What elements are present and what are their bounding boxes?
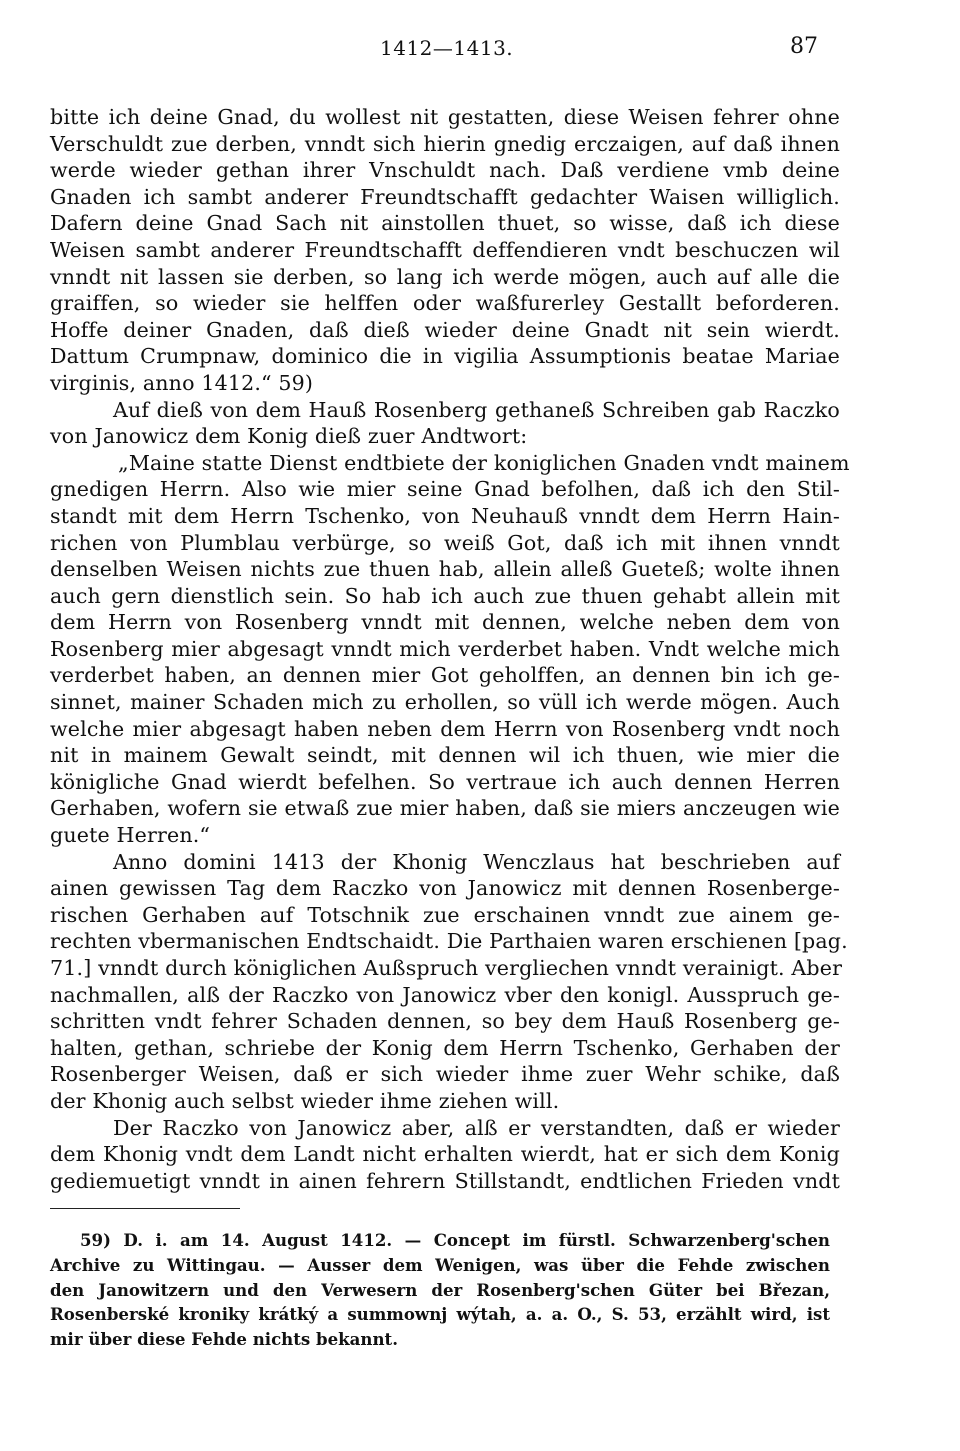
body-line: Gerhaben, wofern sie etwaß zue mier haben, daß sie miers anczeugen wie xyxy=(50,796,840,821)
body-line: Dafern deine Gnad Sach nit ainstollen thuet, so wisse, daß ich diese xyxy=(50,211,840,236)
body-line: schritten vndt fehrer Schaden dennen, so bey dem Hauß Rosenberg ge- xyxy=(50,1009,840,1034)
body-line: von Janowicz dem Konig dieß zuer Andtwort: xyxy=(50,424,528,449)
body-line: virginis, anno 1412.“ 59) xyxy=(50,370,314,395)
footnote-line: mir über diese Fehde nichts bekannt. xyxy=(50,1329,398,1350)
body-line: Gnaden ich sambt anderer Freundtschafft gedachter Waisen williglich. xyxy=(50,184,840,209)
body-line: rischen Gerhaben auf Totschnik zue erschainen vnndt zue ainem ge- xyxy=(50,902,840,927)
body-line: Rosenberg mier abgesagt vnndt mich verderbet haben. Vndt welche mich xyxy=(50,636,840,661)
body-line: Dattum Crumpnaw, dominico die in vigilia Assumptionis beatae Mariae xyxy=(50,344,840,369)
footnote-line: den Janowitzern und den Verwesern der Rosenberg'schen Güter bei Březan, xyxy=(50,1279,830,1300)
body-line: bitte ich deine Gnad, du wollest nit gestatten, diese Weisen fehrer ohne xyxy=(50,105,840,129)
body-line: nachmallen, alß der Raczko von Janowicz vber den konigl. Ausspruch ge- xyxy=(50,982,840,1007)
body-line: vnndt nit lassen sie derben, so lang ich werde mögen, auch auf alle die xyxy=(50,264,840,289)
footnote-line: 59) D. i. am 14. August 1412. — Concept im fürstl. Schwarzenberg'schen xyxy=(80,1230,830,1250)
body-line: halten, gethan, schriebe der Konig dem Herrn Tschenko, Gerhaben der xyxy=(50,1035,840,1060)
body-line: guete Herren.“ xyxy=(50,823,211,848)
body-line: der Khonig auch selbst wieder ihme ziehen will. xyxy=(50,1088,560,1113)
body-line: Weisen sambt anderer Freundtschafft deffendieren vndt beschuczen wil xyxy=(50,237,840,262)
body-line: werde wieder gethan ihrer Vnschuldt nach. Daß verdiene vmb deine xyxy=(50,158,840,183)
footnotes xyxy=(50,1228,830,1352)
body-line: verderbet haben, an dennen mier Got geholffen, an dennen bin ich ge- xyxy=(50,663,840,688)
footnote-line: Archive zu Wittingau. — Ausser dem Wenigen, was über die Fehde zwischen xyxy=(50,1254,830,1275)
body-line: graiffen, so wieder sie helffen oder waßfurerley Gestallt beforderen. xyxy=(50,291,840,316)
body-line: nit in mainem Gewalt seindt, mit dennen wil ich thuen, wie mier die xyxy=(50,743,840,768)
running-head: 1412—1413. xyxy=(380,36,514,60)
body-line: gediemuetigt vnndt in ainen fehrern Stillstandt, endtlichen Frieden vndt xyxy=(50,1168,840,1193)
body-line: welche mier abgesagt haben neben dem Herrn von Rosenberg vndt noch xyxy=(50,716,840,741)
body-line: Anno domini 1413 der Khonig Wenczlaus hat beschrieben auf xyxy=(113,849,840,874)
body-line: rechten vbermanischen Endtschaidt. Die Parthaien waren erschienen [pag. xyxy=(50,929,848,954)
body-text xyxy=(50,104,850,1194)
body-line: standt mit dem Herrn Tschenko, von Neuhauß vnndt dem Herrn Hain- xyxy=(50,503,840,528)
body-line: 71.] vnndt durch königlichen Außspruch vergliechen vnndt verainigt. Aber xyxy=(50,956,843,980)
body-line: sinnet, mainer Schaden mich zu erhollen, so vüll ich werde mögen. Auch xyxy=(50,690,840,715)
page-number: 87 xyxy=(790,34,818,59)
body-line: königliche Gnad wierdt befelhen. So vertraue ich auch dennen Herren xyxy=(50,769,840,794)
body-line: auch gern dienstlich sein. So hab ich auch zue thuen gehabt allein mit xyxy=(50,583,840,608)
body-line: Verschuldt zue derben, vnndt sich hierin gnedig erczaigen, auf daß ihnen xyxy=(50,131,840,156)
body-line: dem Khonig vndt dem Landt nicht erhalten wierdt, hat er sich dem Konig xyxy=(50,1142,840,1167)
body-line: „Maine statte Dienst endtbiete der koniglichen Gnaden vndt mainem xyxy=(118,450,850,475)
body-line: Der Raczko von Janowicz aber, alß er verstandten, daß er wieder xyxy=(113,1115,840,1140)
body-line: Rosenberger Weisen, daß er sich wieder ihme zuer Wehr schike, daß xyxy=(50,1062,840,1087)
body-line: Auf dieß von dem Hauß Rosenberg gethaneß Schreiben gab Raczko xyxy=(113,397,840,422)
body-line: dem Herrn von Rosenberg vnndt mit dennen, welche neben dem von xyxy=(50,610,840,635)
footnote-rule xyxy=(50,1208,240,1209)
body-line: gnedigen Herrn. Also wie mier seine Gnad befolhen, daß ich den Stil- xyxy=(50,477,840,502)
body-line: denselben Weisen nichts zue thuen hab, allein alleß Gueteß; wolte ihnen xyxy=(50,557,840,582)
body-line: ainen gewissen Tag dem Raczko von Janowicz mit dennen Rosenberge- xyxy=(50,876,840,901)
body-line: richen von Plumblau verbürge, so weiß Got, daß ich mit ihnen vnndt xyxy=(50,530,840,555)
footnote-line: Rosenberské kroniky krátký a summownj wýtah, a. a. O., S. 53, erzählt wird, ist xyxy=(50,1304,830,1325)
body-line: Hoffe deiner Gnaden, daß dieß wieder deine Gnadt nit sein wierdt. xyxy=(50,317,840,342)
